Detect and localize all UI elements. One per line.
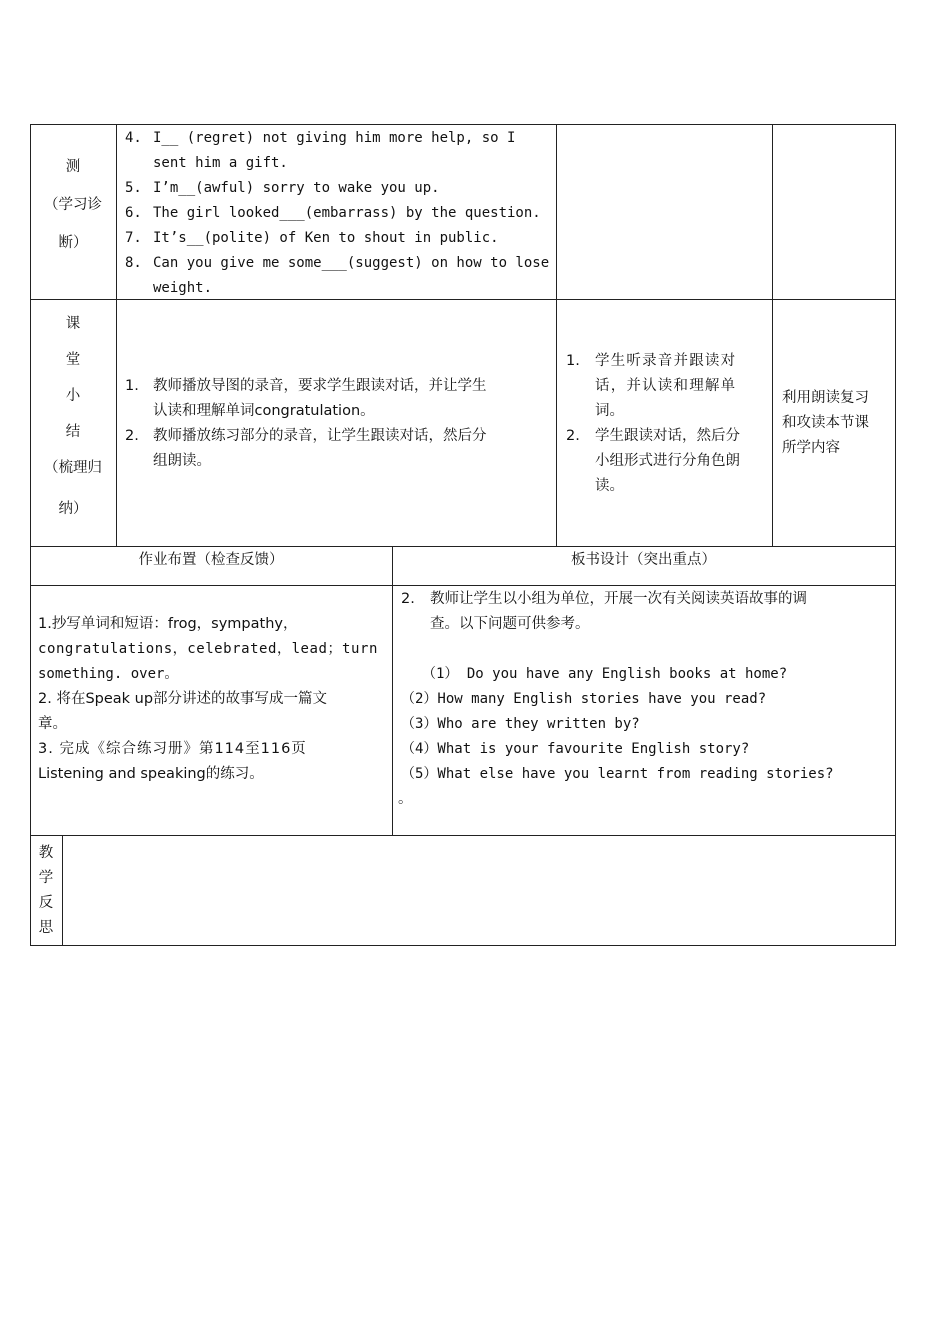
table-border-top (30, 124, 896, 125)
table-border-bottom (30, 945, 896, 946)
teacher-activity-text: 教师播放导图的录音，要求学生跟读对话，并让学生 (153, 378, 487, 394)
exercise-number: 8. (125, 255, 142, 271)
board-intro-number: 2. (401, 591, 415, 607)
student-activity-text: 读。 (595, 478, 624, 494)
reflection-label-line: 学 (38, 870, 54, 886)
homework-line: Listening and speaking的练习。 (38, 766, 264, 782)
student-activity-number: 2. (566, 428, 580, 444)
row-divider-summary-homework (30, 546, 896, 547)
teacher-activity-number: 1. (125, 378, 139, 394)
board-intro-line: 教师让学生以小组为单位，开展一次有关阅读英语故事的调 (430, 591, 807, 607)
exercise-text: It’s__(polite) of Ken to shout in public. (153, 230, 499, 246)
homework-line: 2. 将在Speak up部分讲述的故事写成一篇文 (38, 691, 328, 707)
board-intro-line: 查。以下问题可供参考。 (430, 616, 590, 632)
exercise-text: sent him a gift. (153, 155, 288, 171)
board-question: （4）What is your favourite English story? (401, 741, 750, 757)
homework-line: 1.抄写单词和短语：frog，sympathy， (38, 616, 298, 632)
col-divider-homework-board (392, 546, 393, 836)
summary-label-line: 课 (65, 316, 81, 332)
student-activity-text: 话，并认读和理解单 (595, 378, 737, 394)
row-divider-homework-reflection (30, 835, 896, 836)
board-design-header: 板书设计（突出重点） (571, 552, 716, 568)
exercise-number: 4. (125, 130, 142, 146)
reflection-label-line: 反 (38, 895, 54, 911)
summary-label-line: （梳理归 (44, 460, 102, 476)
test-label-line: （学习诊 (44, 197, 102, 213)
board-question: （1） Do you have any English books at home? (422, 666, 788, 682)
homework-line: something. over。 (38, 666, 179, 682)
board-question: （3）Who are they written by? (401, 716, 640, 732)
board-question: （2）How many English stories have you read? (401, 691, 767, 707)
exercise-number: 5. (125, 180, 142, 196)
exercise-number: 7. (125, 230, 142, 246)
col-divider-reflection-label (62, 835, 63, 945)
reflection-label-line: 教 (38, 845, 54, 861)
exercise-text: Can you give me some___(suggest) on how to lose (153, 255, 550, 271)
row-divider-homework-header (30, 585, 896, 586)
exercise-number: 6. (125, 205, 142, 221)
table-border-right (895, 124, 896, 946)
purpose-line: 所学内容 (782, 440, 840, 456)
board-trailing-mark: 。 (398, 791, 413, 807)
purpose-line: 和攻读本节课 (782, 415, 869, 431)
col-divider-student (772, 124, 773, 547)
teacher-activity-text: 教师播放练习部分的录音，让学生跟读对话，然后分 (153, 428, 487, 444)
homework-header: 作业布置（检查反馈） (138, 552, 284, 568)
test-label-line: 断） (58, 235, 88, 251)
teacher-activity-text: 认读和理解单词congratulation。 (153, 403, 375, 419)
test-label-line: 测 (65, 159, 81, 175)
summary-label-line: 纳） (58, 501, 88, 517)
exercise-text: I’m__(awful) sorry to wake you up. (153, 180, 440, 196)
col-divider-teacher (556, 124, 557, 547)
student-activity-text: 学生跟读对话，然后分 (595, 428, 740, 444)
homework-line: congratulations，celebrated，lead；turn (38, 641, 378, 657)
teacher-activity-text: 组朗读。 (153, 453, 211, 469)
reflection-label-line: 思 (38, 920, 54, 936)
summary-label-line: 小 (65, 388, 81, 404)
student-activity-text: 学生听录音并跟读对 (595, 353, 737, 369)
homework-line: 3. 完成《综合练习册》第114至116页 (38, 741, 307, 757)
board-question: （5）What else have you learnt from reading stories? (401, 766, 834, 782)
exercise-text: I__ (regret) not giving him more help, so I (153, 130, 516, 146)
student-activity-number: 1. (566, 353, 580, 369)
exercise-text: weight. (153, 280, 213, 296)
homework-line: 章。 (38, 716, 67, 732)
purpose-line: 利用朗读复习 (782, 390, 869, 406)
student-activity-text: 小组形式进行分角色朗 (595, 453, 740, 469)
teacher-activity-number: 2. (125, 428, 139, 444)
summary-label-line: 结 (65, 424, 81, 440)
col-divider-label (116, 124, 117, 547)
student-activity-text: 词。 (595, 403, 624, 419)
exercise-text: The girl looked___(embarrass) by the question. (153, 205, 541, 221)
summary-label-line: 堂 (65, 352, 81, 368)
